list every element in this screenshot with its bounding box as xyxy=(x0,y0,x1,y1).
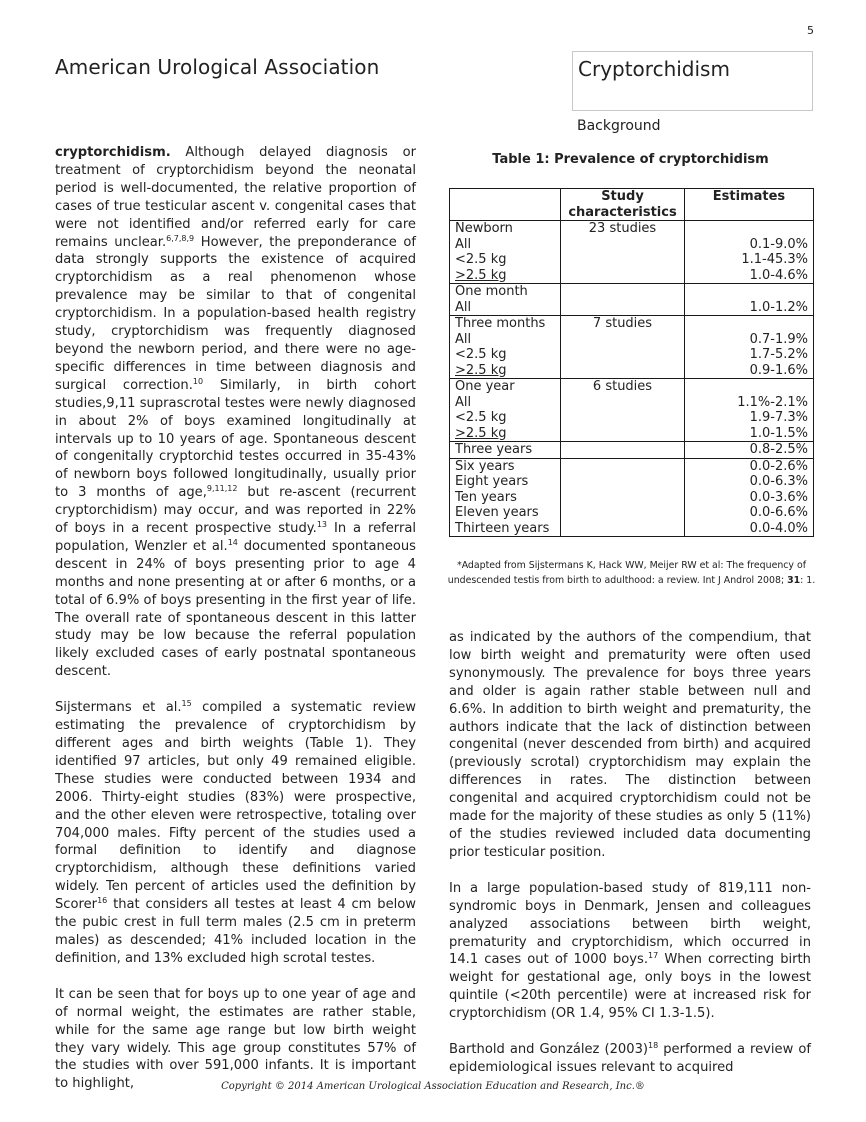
estimate-value: 1.0-1.5% xyxy=(749,425,808,441)
reference: 9,11,12 xyxy=(206,484,238,494)
table-cell xyxy=(450,316,561,379)
table-cell xyxy=(561,316,685,379)
row-label: All xyxy=(455,236,472,252)
row-label: One year xyxy=(455,379,515,394)
estimate-value: 0.0-3.6% xyxy=(749,489,808,505)
table-caption: Table 1: Prevalence of cryptorchidism xyxy=(492,152,769,167)
table-cell xyxy=(561,458,685,537)
table-header: Study characteristics xyxy=(561,189,685,221)
row-label: Newborn xyxy=(455,221,513,236)
row-label: All xyxy=(455,299,472,315)
table-header-row xyxy=(450,189,814,221)
table-cell xyxy=(450,284,561,316)
paragraph: In a large population-based study of 819,111 non-syndromic boys in Denmark, Jensen and colleagues analyzed associations between birth weight, prematurity and cryptorchidism, which occurred in 14.1 cases out of 1000 boys.$^{17}$ When correcting birth weight for gestational age, only boys in the lowest quintile (<20th percentile) were at increased risk for cryptorchidism (OR 1.4, 95% CI 1.3-1.5). xyxy=(449,880,811,1022)
row-label: >2.5 kg xyxy=(455,425,507,441)
estimate-value: 1.0-4.6% xyxy=(749,267,808,283)
prevalence-table xyxy=(449,188,814,537)
table-cell xyxy=(450,458,561,537)
right-column xyxy=(449,629,811,1077)
reference: 15 xyxy=(181,699,192,709)
table-cell xyxy=(450,221,561,284)
table-header: Estimates xyxy=(685,189,814,221)
paragraph: as indicated by the authors of the compendium, that low birth weight and prematurity were often used synonymously. The prevalence for boys three years and older is again rather stable between null and 6.6%. In addition to birth weight and prematurity, the authors indicate that the lack of distinction between congenital (never descended from birth) and acquired (previously scrotal) cryptorchidism may explain the differences in rates. The distinction between congenital and acquired cryptorchidism could not be made for the majority of these studies as only 5 (11%) of the studies reviewed included data documenting prior testicular position. xyxy=(449,630,811,860)
row-label: >2.5 kg xyxy=(455,267,507,283)
reference: 18 xyxy=(648,1041,659,1051)
row-label: Ten years xyxy=(455,489,517,505)
reference: 13 xyxy=(316,520,328,530)
table-row xyxy=(450,442,814,459)
table-cell xyxy=(561,221,685,284)
reference: 16 xyxy=(97,896,108,906)
table-header xyxy=(450,189,561,221)
table-cell xyxy=(450,379,561,442)
organization-title: American Urological Association xyxy=(55,55,380,79)
estimate-value: 0.1-9.0% xyxy=(749,236,808,252)
estimate-value: 0.7-1.9% xyxy=(749,331,808,347)
row-label: Thirteen years xyxy=(455,520,550,536)
table-cell xyxy=(561,442,685,459)
estimate-value: 1.9-7.3% xyxy=(749,410,808,425)
row-label: Eleven years xyxy=(455,505,539,520)
row-label: Eight years xyxy=(455,474,529,489)
table-cell xyxy=(450,442,561,459)
table-cell xyxy=(685,379,814,442)
row-label: Six years xyxy=(455,458,515,474)
estimate-value: 1.0-1.2% xyxy=(749,299,808,315)
estimate-value: 1.1%-2.1% xyxy=(737,394,808,410)
paragraph: It can be seen that for boys up to one year of age and of normal weight, the estimates are rather stable, while for the same age range but low birth weight they vary widely. This age group constitutes 57% of the studies with over 591,000 infants. It is important to highlight, xyxy=(55,986,416,1092)
copyright-footer: Copyright © 2014 American Urological Association Education and Research, Inc.® xyxy=(221,1081,645,1092)
table-cell xyxy=(685,221,814,284)
study-count: 7 studies xyxy=(592,316,653,331)
study-count: 23 studies xyxy=(588,221,657,236)
table-cell xyxy=(561,284,685,316)
table-cell xyxy=(685,458,814,537)
page-number: 5 xyxy=(807,24,814,37)
row-label: All xyxy=(455,394,472,410)
table-footnote: *Adapted from Sijstermans K, Hack WW, Meijer RW et al: The frequency of undescended testis from birth to adulthood: a review. Int J Androl 2008; 31: 1. xyxy=(447,560,816,586)
paragraph: Barthold and González $(2003)^{18}$ performed a review of epidemiological issues relevant to acquired xyxy=(449,1041,811,1075)
row-label: One month xyxy=(455,284,528,299)
table-cell xyxy=(685,442,814,459)
reference: 17 xyxy=(648,951,659,961)
row-label: >2.5 kg xyxy=(455,362,507,378)
table-cell xyxy=(561,379,685,442)
study-count: 6 studies xyxy=(592,379,653,394)
table-cell xyxy=(685,316,814,379)
reference: 6,7,8,9 xyxy=(166,233,195,243)
row-label: <2.5 kg xyxy=(455,410,507,425)
row-label: <2.5 kg xyxy=(455,347,507,362)
table-row xyxy=(450,221,814,284)
reference: 14 xyxy=(227,537,238,547)
estimate-value: 0.0-6.6% xyxy=(749,505,808,520)
estimate-value: 1.1-45.3% xyxy=(741,252,808,267)
reference: 10 xyxy=(192,376,204,386)
table-row xyxy=(450,379,814,442)
estimate-value: 1.7-5.2% xyxy=(749,347,808,362)
row-label: Three years xyxy=(455,442,533,457)
table-cell xyxy=(685,284,814,316)
estimate-value xyxy=(690,316,808,332)
estimate-value: 0.0-4.0% xyxy=(749,520,808,536)
row-label: Three months xyxy=(455,316,546,331)
section-label: Background xyxy=(577,118,661,134)
row-label: All xyxy=(455,331,472,347)
estimate-value: 0.0-2.6% xyxy=(749,458,808,474)
estimate-value: 0.0-6.3% xyxy=(749,474,808,489)
estimate-value xyxy=(690,379,808,395)
lead-term: cryptorchidism. xyxy=(55,145,171,160)
left-column xyxy=(55,144,416,1093)
paragraph: cryptorchidism. Although delayed diagnosis or treatment of cryptorchidism beyond the neonatal period is well-documented, the relative proportion of cases of true testicular ascent v. congenital cases that were not identified and/or referred early for care remains unclear.$^{6,7,8,9}$ However, the preponderance of data strongly supports the existence of acquired cryptorchidism as a real phenomenon whose prevalence may be similar to that of congenital cryptorchidism. In a population-based health registry study, cryptorchidism was frequently diagnosed beyond the newborn period, and there were no age-specific differences in time between diagnosis and surgical correction.$^{10}$ Similarly, in birth cohort studies,9,11 suprascrotal testes were newly diagnosed in about 2% of boys examined longitudinally at intervals up to 10 years of age. Spontaneous descent of congenitally cryptorchid testes occurred in 35-43% of newborn boys followed longitudinally, usually prior to 3 months of age,$^{9,11,12}$ but re-ascent (recurrent cryptorchidism) may occur, and was reported in 22% of boys in a recent prospective study.$^{13}$ In a referral population, Wenzler et al.$^{14}$ documented spontaneous descent in 24% of boys presenting prior to age 4 months and none presenting at or after 6 months, or a total of 6.9% of boys presenting in the first year of life. The overall rate of spontaneous descent in this latter study may be low because the referral population likely excluded cases of early postnatal spontaneous descent. xyxy=(55,145,417,680)
estimate-value xyxy=(690,221,808,237)
estimate-value: 0.8-2.5% xyxy=(749,442,808,457)
table-row xyxy=(450,458,814,537)
table-row xyxy=(450,316,814,379)
estimate-value: 0.9-1.6% xyxy=(749,362,808,378)
topic-title: Cryptorchidism xyxy=(578,57,730,81)
paragraph: Sijstermans et al.$^{15}$ compiled a systematic review estimating the prevalence of cryptorchidism by different ages and birth weights (Table 1). They identified 97 articles, but only 49 remained eligible. These studies were conducted between 1934 and 2006. Thirty-eight studies (83%) were prospective, and the other eleven were retrospective, totaling over 704,000 males. Fifty percent of the studies used a formal definition to identify and diagnose cryptorchidism, although these definitions varied widely. Ten percent of articles used the definition by Scorer$^{16}$ that considers all testes at least 4 cm below the pubic crest in full term males (2.5 cm in preterm males) as descended; 41% included location in the definition, and 13% excluded high scrotal testes. xyxy=(55,699,416,966)
table-row xyxy=(450,284,814,316)
estimate-value xyxy=(690,284,808,300)
row-label: <2.5 kg xyxy=(455,252,507,267)
